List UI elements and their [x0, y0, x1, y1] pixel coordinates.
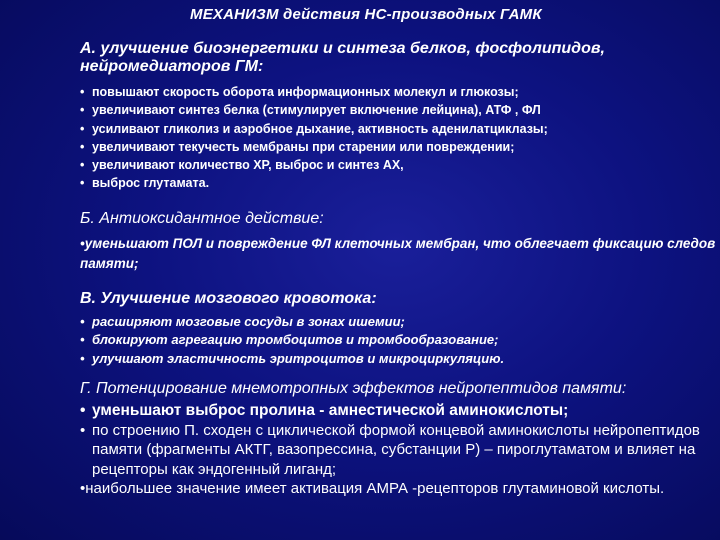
list-item: • увеличивают текучесть мембраны при старении или повреждении;	[80, 138, 716, 156]
bullet-icon: •	[80, 103, 85, 118]
section-b-list	[80, 234, 716, 274]
section-b	[80, 210, 716, 274]
section-g	[80, 380, 716, 499]
section-c-list	[80, 313, 716, 368]
list-item: • по строению П. сходен с циклической формой концевой аминокислоты нейропептидов памяти (фрагменты АКТГ, вазопрессина, субстанции Р) – пироглутаматом и влияет на рецепторы как эндогенный лиганд;	[80, 421, 700, 478]
section-c	[80, 290, 716, 368]
section-g-list	[80, 401, 716, 499]
list-item: • выброс глутамата.	[80, 174, 716, 192]
list-item: • расширяют мозговые сосуды в зонах ишемии;	[80, 313, 716, 331]
bullet-icon: •	[80, 421, 86, 439]
bullet-icon: •	[80, 158, 85, 173]
list-item: • увеличивают синтез белка (стимулирует включение лейцина), АТФ , ФЛ	[80, 101, 716, 119]
list-item: • блокируют агрегацию тромбоцитов и тромбообразование;	[80, 331, 716, 349]
bullet-icon: •	[80, 85, 85, 99]
bullet-icon: •	[80, 121, 85, 136]
section-c-heading: В. Улучшение мозгового кровотока:	[80, 290, 377, 307]
list-item: •наибольшее значение имеет активация АМРА -рецепторов глутаминовой кислоты.	[80, 480, 665, 497]
bullet-icon: •	[80, 350, 85, 366]
list-item: • уменьшают выброс пролина - амнестической аминокислоты;	[80, 402, 569, 419]
bullet-icon: •	[80, 402, 86, 419]
section-g-heading: Г. Потенцирование мнемотропных эффектов нейропептидов памяти:	[80, 380, 627, 397]
list-item: •уменьшают ПОЛ и повреждение ФЛ клеточных мембран, что облегчает фиксацию следов памяти;	[80, 236, 716, 271]
section-a-list	[80, 83, 716, 193]
bullet-icon: •	[80, 314, 85, 329]
list-item: • увеличивают количество ХР, выброс и синтез АХ,	[80, 156, 716, 174]
section-a-heading: А. улучшение биоэнергетики и синтеза белков, фосфолипидов, нейромедиаторов ГМ:	[80, 40, 605, 75]
section-b-heading: Б. Антиоксидантное действие:	[80, 210, 324, 227]
list-item: • улучшают эластичность эритроцитов и микроциркуляцию.	[80, 350, 716, 368]
slide-title: МЕХАНИЗМ действия НС-производных ГАМК	[190, 6, 542, 23]
section-a	[80, 40, 716, 193]
list-item: • повышают скорость оборота информационных молекул и глюкозы;	[80, 83, 716, 101]
bullet-icon: •	[80, 332, 85, 348]
bullet-icon: •	[80, 176, 85, 191]
bullet-icon: •	[80, 139, 85, 154]
list-item: • усиливают гликолиз и аэробное дыхание, активность аденилатциклазы;	[80, 120, 716, 138]
